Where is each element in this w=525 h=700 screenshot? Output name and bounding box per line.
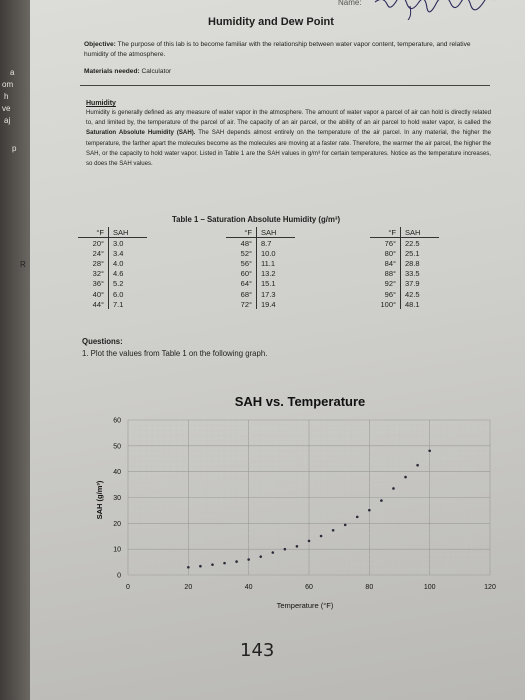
materials-label: Materials needed: <box>84 68 140 75</box>
y-tick-label: 0 <box>117 572 121 580</box>
adjacent-page-edge <box>0 0 30 700</box>
handwritten-page-number: 143 <box>240 640 275 661</box>
cell-sah: 13.2 <box>261 269 276 279</box>
table-row <box>370 248 439 258</box>
table-row <box>370 289 439 299</box>
cell-sah: 33.5 <box>405 269 420 279</box>
cell-sah: 11.1 <box>261 258 276 268</box>
cell-sah: 7.1 <box>113 299 124 309</box>
cell-sah: 42.5 <box>405 289 420 299</box>
cell-temp: 68° <box>226 289 257 299</box>
table-title: Table 1 – Saturation Absolute Humidity (g/m³) <box>172 215 341 224</box>
data-point <box>392 487 395 490</box>
y-tick-label: 10 <box>113 546 121 554</box>
y-axis-label: SAH (g/m³) <box>95 480 104 520</box>
x-tick-label: 60 <box>305 584 313 591</box>
table-row <box>78 279 147 289</box>
cell-temp: 64° <box>226 279 257 289</box>
cell-temp: 40° <box>78 289 109 299</box>
cell-temp: 76° <box>370 238 401 249</box>
questions-heading: Questions: <box>82 337 123 346</box>
cell-temp: 20° <box>78 238 109 249</box>
margin-fragment: R <box>20 260 26 269</box>
sah-table-group-3 <box>370 227 439 309</box>
col-header-sah: SAH <box>401 227 440 238</box>
cell-sah: 10.0 <box>261 248 276 258</box>
x-tick-label: 80 <box>365 584 374 591</box>
col-header-f: °F <box>370 227 401 238</box>
data-point <box>187 566 190 569</box>
cell-temp: 100° <box>370 299 401 309</box>
cell-temp: 60° <box>226 269 257 279</box>
data-point <box>416 464 419 467</box>
data-point <box>428 449 431 452</box>
cell-temp: 52° <box>226 248 257 258</box>
table-row <box>226 248 295 258</box>
x-tick-label: 20 <box>184 584 193 591</box>
margin-fragment: ve <box>2 104 11 113</box>
y-tick-label: 50 <box>113 443 121 451</box>
cell-sah: 19.4 <box>261 299 276 309</box>
data-point <box>332 529 335 532</box>
margin-fragment: a <box>10 68 15 77</box>
x-tick-label: 100 <box>423 584 436 591</box>
data-point <box>380 499 383 502</box>
table-row <box>78 248 147 258</box>
worksheet-page <box>30 0 525 700</box>
cell-sah: 3.0 <box>113 238 124 248</box>
cell-temp: 72° <box>226 299 257 309</box>
sah-table-group-2 <box>226 227 295 309</box>
cell-temp: 92° <box>370 279 401 289</box>
cell-temp: 36° <box>78 279 109 289</box>
cell-sah: 15.1 <box>261 279 276 289</box>
x-tick-label: 0 <box>126 584 130 591</box>
objective-paragraph <box>84 40 484 60</box>
cell-sah: 37.9 <box>405 279 420 289</box>
cell-sah: 8.7 <box>261 238 272 248</box>
col-header-sah: SAH <box>257 227 296 238</box>
table-row <box>78 258 147 268</box>
question-1: 1. Plot the values from Table 1 on the following graph. <box>82 349 268 358</box>
table-row <box>78 269 147 279</box>
table-row <box>226 299 295 309</box>
name-label: Name: <box>338 0 362 7</box>
cell-sah: 4.0 <box>113 258 124 268</box>
margin-fragment: p <box>12 144 17 153</box>
table-row <box>226 238 295 249</box>
data-point <box>356 516 359 519</box>
table-row <box>370 299 439 309</box>
cell-sah: 3.4 <box>113 248 124 258</box>
table-row <box>78 299 147 309</box>
cell-sah: 25.1 <box>405 248 420 258</box>
divider <box>80 85 490 86</box>
data-point <box>247 558 250 561</box>
humidity-text-continued: The SAH depends almost entirely on the temperature of the air parcel. In any material, the higher the temperature, the farther apart the molecules become as the molecules are moving at a faster rate. Therefore, the warmer the air parcel, the higher the SAH, or the capacity to hold water vapor. Listed in Table 1 are the SAH values in g/m³ for certain temperatures. Notice as the temperature increases, so does the SAH values. <box>86 129 491 168</box>
y-tick-label: 60 <box>113 417 121 425</box>
humidity-paragraph <box>86 108 491 169</box>
data-point <box>404 476 407 479</box>
table-row <box>226 269 295 279</box>
materials-line <box>84 68 171 75</box>
chart-tick-labels <box>113 418 496 592</box>
data-point <box>211 563 214 566</box>
cell-sah: 28.8 <box>405 258 420 268</box>
data-point <box>308 540 311 543</box>
margin-fragment: aj <box>4 116 11 125</box>
cell-temp: 80° <box>370 248 401 258</box>
cell-temp: 28° <box>78 258 109 268</box>
handwritten-name-signature <box>370 0 525 20</box>
table-row <box>370 269 439 279</box>
table-row <box>370 238 439 249</box>
col-header-sah: SAH <box>109 227 148 238</box>
page-title: Humidity and Dew Point <box>208 16 334 28</box>
cell-sah: 48.1 <box>405 299 420 309</box>
data-point <box>235 560 238 563</box>
cell-sah: 22.5 <box>405 238 420 248</box>
cell-temp: 84° <box>370 258 401 268</box>
table-row <box>78 289 147 299</box>
data-point <box>344 524 347 527</box>
x-tick-label: 40 <box>244 584 253 591</box>
table-row <box>370 258 439 268</box>
cell-temp: 88° <box>370 269 401 279</box>
humidity-text: Humidity is generally defined as any measure of water vapor in the atmosphere. The amount of water vapor a parcel of air can hold is directly related to, and limited by, the temperature of the parcel of air. The capacity of an air parcel, or the ability of an air parcel to hold water vapor, is called the <box>86 109 491 127</box>
chart-grid <box>128 420 490 575</box>
cell-temp: 56° <box>226 258 257 268</box>
data-point <box>199 565 202 568</box>
objective-label: Objective: <box>84 41 116 48</box>
col-header-f: °F <box>226 227 257 238</box>
cell-temp: 48° <box>226 238 257 249</box>
x-axis-label: Temperature (°F) <box>276 601 334 610</box>
cell-temp: 32° <box>78 269 109 279</box>
y-tick-label: 20 <box>113 520 121 528</box>
cell-temp: 96° <box>370 289 401 299</box>
data-point <box>296 545 299 548</box>
data-point <box>223 562 226 565</box>
data-point <box>259 555 262 558</box>
materials-text: Calculator <box>141 68 172 75</box>
y-tick-label: 30 <box>113 495 121 502</box>
y-tick-label: 40 <box>113 469 121 477</box>
objective-text: The purpose of this lab is to become familiar with the relationship between water vapor content, temperature, and relative humidity of the atmosphere. <box>84 41 471 58</box>
cell-sah: 6.0 <box>113 289 124 299</box>
margin-fragment: om <box>2 80 14 89</box>
data-point <box>284 548 287 551</box>
data-point <box>320 535 323 538</box>
table-row <box>226 289 295 299</box>
cell-sah: 4.6 <box>113 269 124 279</box>
cell-temp: 44° <box>78 299 109 309</box>
table-row <box>78 238 147 249</box>
sah-term: Saturation Absolute Humidity (SAH). <box>86 129 196 137</box>
cell-sah: 17.3 <box>261 289 276 299</box>
chart-title: SAH vs. Temperature <box>234 394 366 409</box>
humidity-heading: Humidity <box>86 100 116 107</box>
table-row <box>370 279 439 289</box>
sah-vs-temperature-chart <box>90 380 515 630</box>
table-row <box>226 258 295 268</box>
data-point <box>272 551 275 554</box>
data-point <box>368 509 371 512</box>
col-header-f: °F <box>78 227 109 238</box>
margin-fragment: h <box>4 92 9 101</box>
table-row <box>226 279 295 289</box>
sah-table-group-1 <box>78 227 147 309</box>
cell-sah: 5.2 <box>113 279 124 289</box>
x-tick-label: 120 <box>484 584 496 591</box>
cell-temp: 24° <box>78 248 109 258</box>
